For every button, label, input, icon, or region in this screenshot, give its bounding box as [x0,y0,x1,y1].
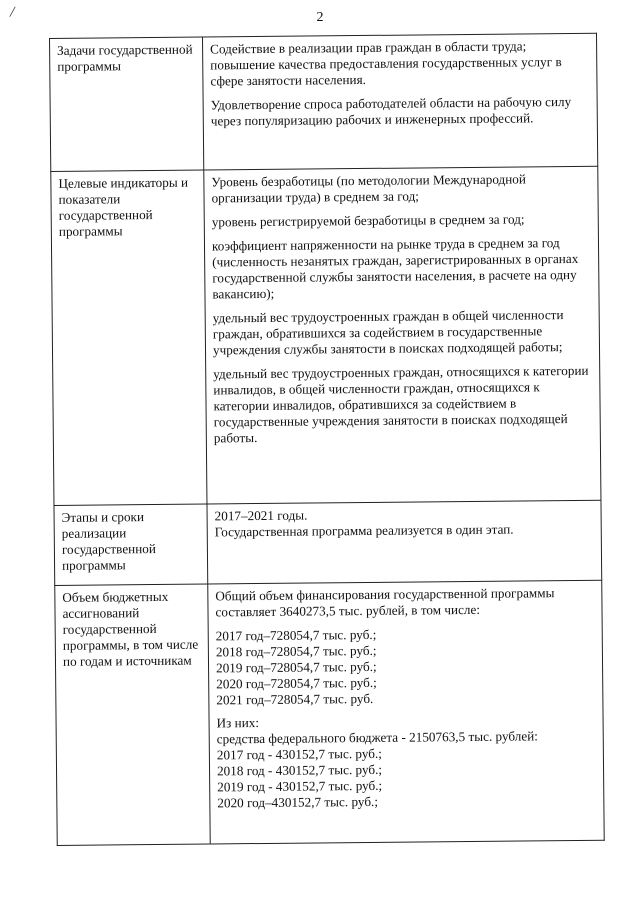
federal-year: 2017 год - 430152,7 тыс. руб.; [216,745,382,763]
funding-year: 2021 год–728054,7 тыс. руб. [216,690,374,708]
of-which-label: Из них: [216,715,260,731]
federal-year: 2020 год–430152,7 тыс. руб.; [217,793,379,811]
page-number: 2 [316,10,324,25]
paragraph: коэффициент напряженности на рынке труда в среднем за год (численность незанятых граждан, зарегистрированных в органах государственной службы занятости населения, в расчете на одну вакансию); [211,235,579,302]
table-row [55,580,604,845]
program-passport-table [49,33,605,846]
table-row [54,500,602,585]
row-label-tasks: Задачи государственной программы [50,37,204,171]
funding-year: 2017 год–728054,7 тыс. руб.; [215,626,377,644]
paragraph: Содействие в реализации прав граждан в области труда; повышение качества предоставления государственных услуг в сфере занятости населения. [210,38,562,89]
table-row [50,33,598,171]
paragraph: уровень регистрируемой безработицы в среднем за год; [211,211,525,230]
paragraph: удельный вес трудоустроенных граждан в общей численности граждан, обратившихся за содействием в государственные учреждения службы занятости в поисках подходящей работы; [212,307,564,358]
row-content-funding [208,580,604,844]
funding-total: Общий объем финансирования государственной программы составляет 3640273,5 тыс. рублей, в том числе: [215,585,555,620]
federal-year: 2019 год - 430152,7 тыс. руб.; [217,777,383,795]
row-content-stages [207,500,602,584]
row-content-indicators [204,166,601,504]
row-content-tasks [202,33,597,170]
row-label-stages: Этапы и сроки реализации государственной программы [54,504,208,585]
federal-funding: средства федерального бюджета - 2150763,5 тыс. рублей: [216,728,538,747]
stages-period: 2017–2021 годы. [214,507,308,524]
funding-year: 2018 год–728054,7 тыс. руб.; [215,642,377,660]
row-label-indicators: Целевые индикаторы и показатели государственной программы [51,170,207,505]
row-label-funding: Объем бюджетных ассигнований государственной программы, в том числе по годам и источникам [55,584,210,845]
stages-note: Государственная программа реализуется в один этап. [214,521,514,540]
margin-mark: / [8,3,16,22]
table-row [51,166,601,505]
paragraph: Удовлетворение спроса работодателей области на рабочую силу через популяризацию рабочих и инженерных профессий. [210,93,572,129]
funding-year: 2020 год–728054,7 тыс. руб.; [216,674,377,692]
paragraph: удельный вес трудоустроенных граждан, относящихся к категории инвалидов, в общей численности граждан, относящихся к категории инвалидов, обратившихся за содействием в государственные учреждения занятости в поисках подходящей работы. [213,362,589,446]
paragraph: Уровень безработицы (по методологии Международной организации труда) в среднем за год; [211,171,526,206]
federal-year: 2018 год - 430152,7 тыс. руб.; [216,761,383,779]
funding-year: 2019 год–728054,7 тыс. руб.; [215,658,377,676]
